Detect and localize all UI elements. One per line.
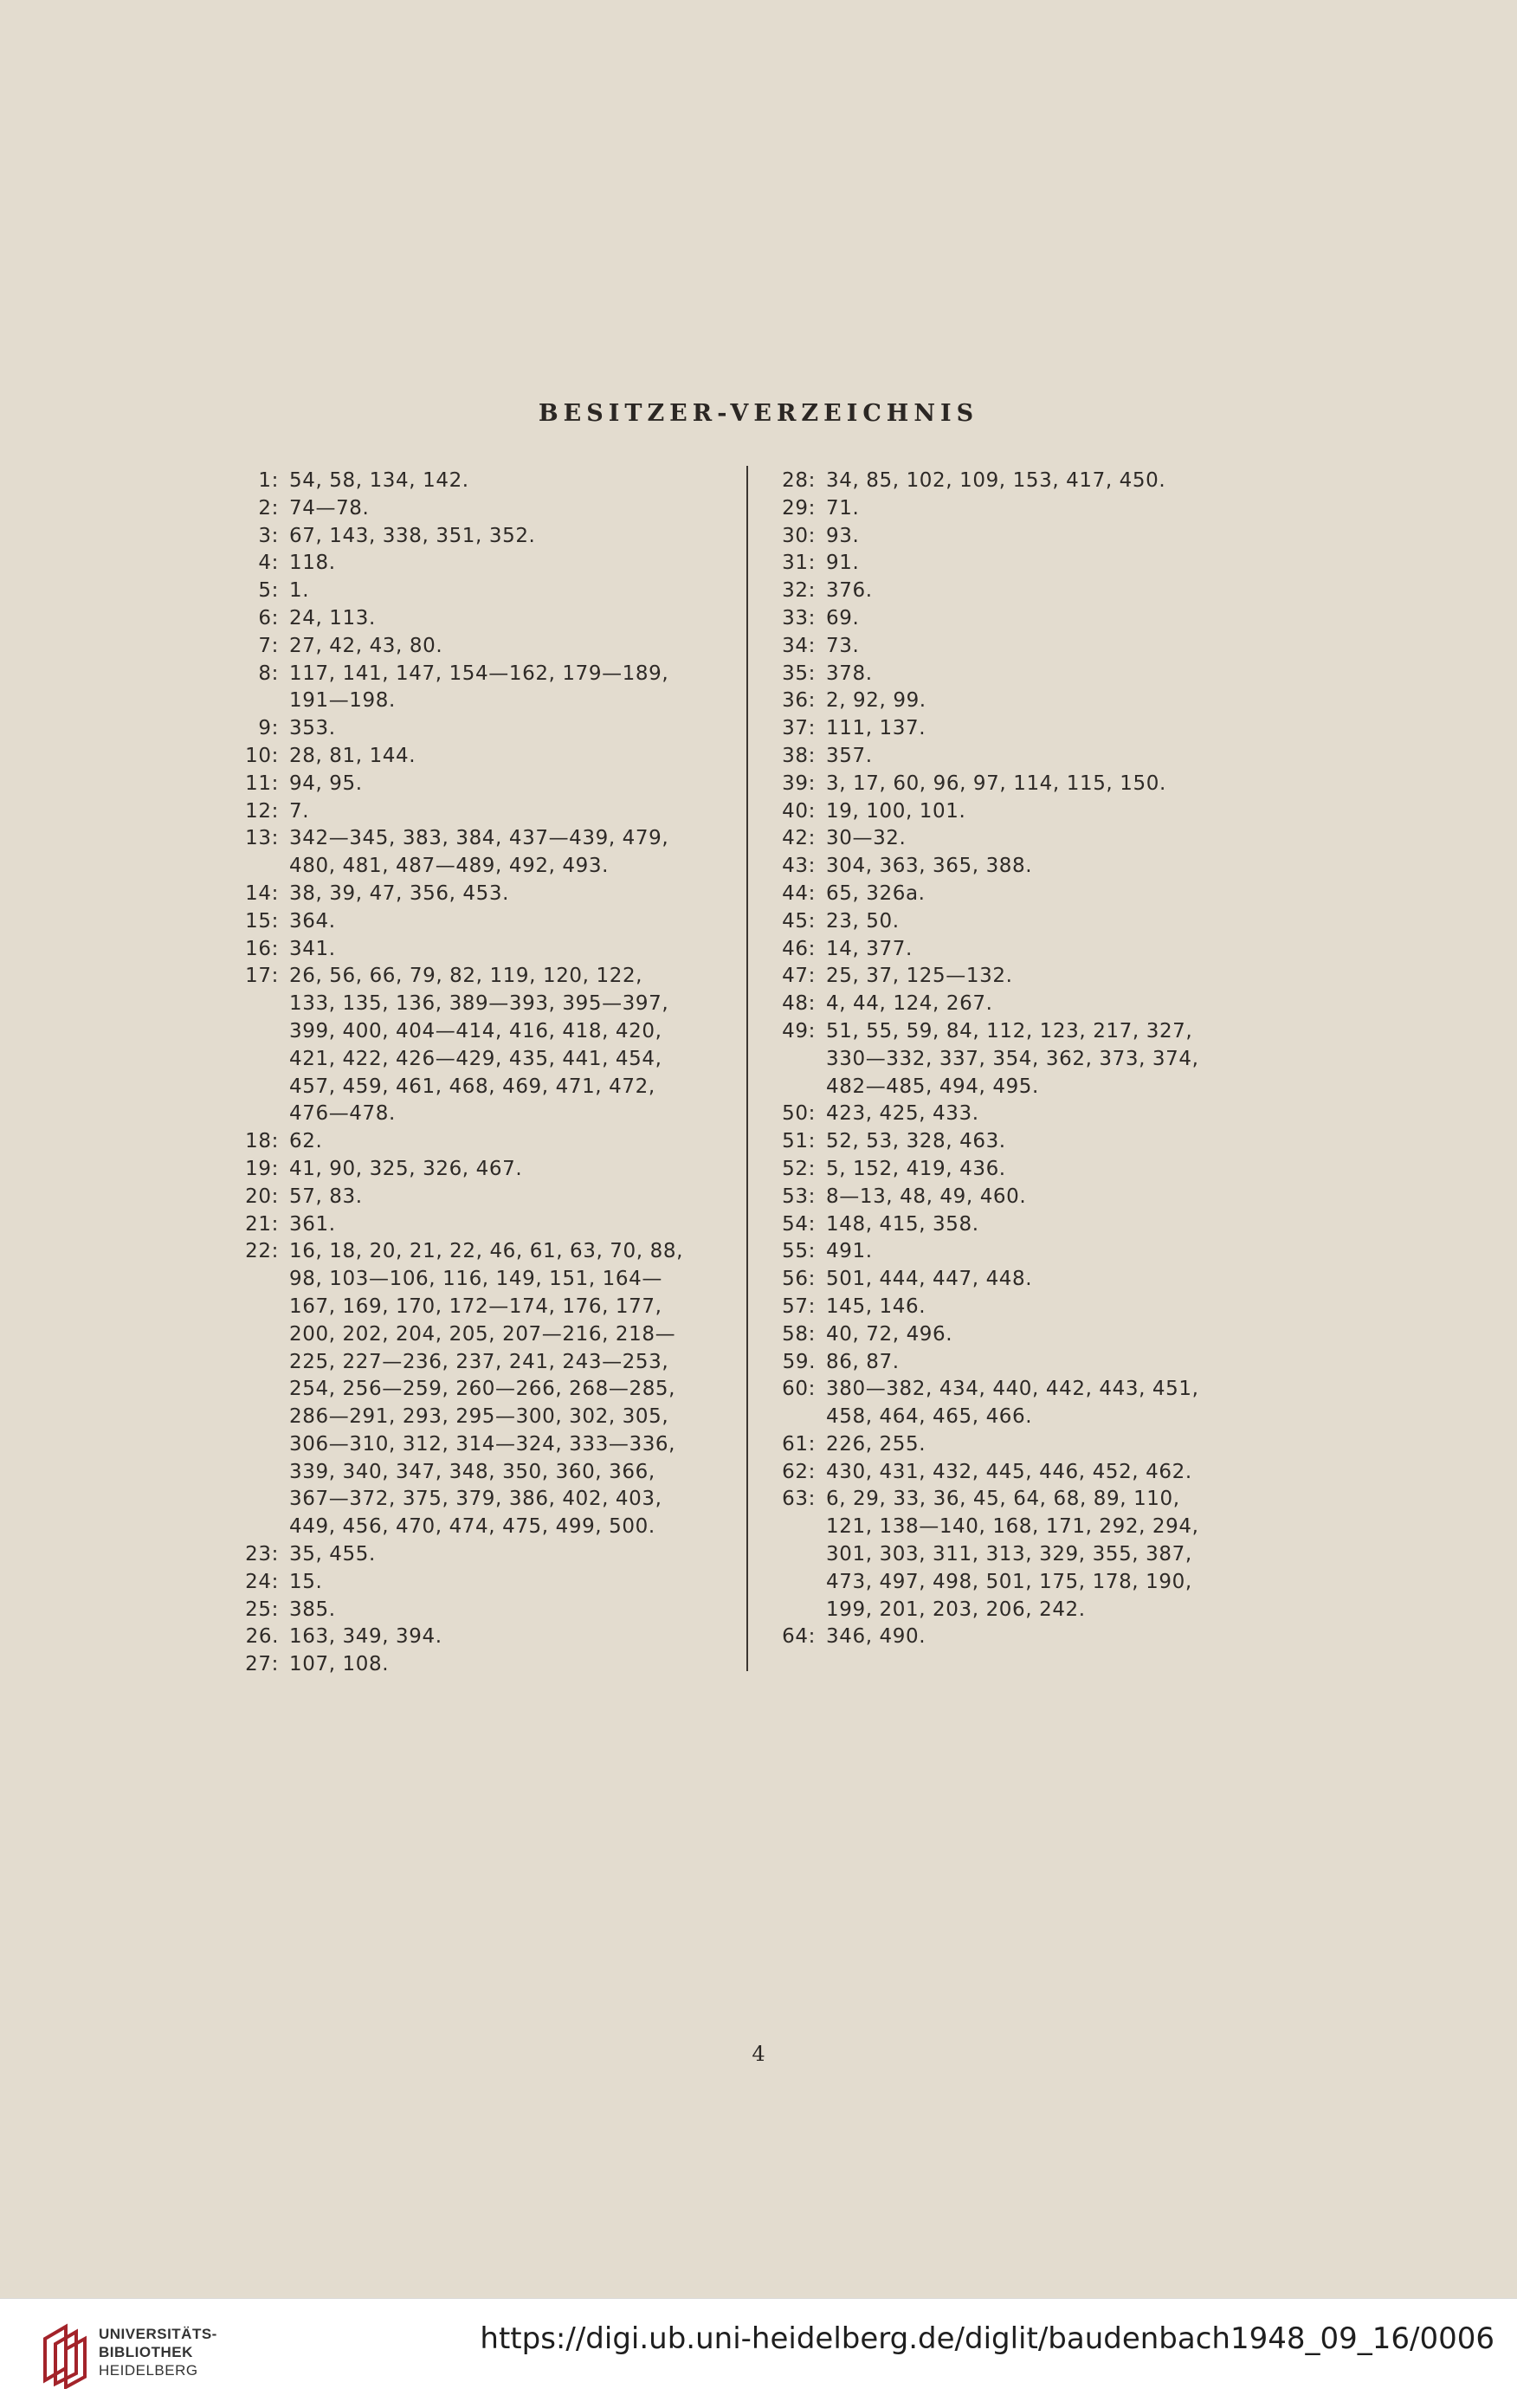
item-numbers-line: 353. bbox=[289, 717, 336, 740]
item-numbers bbox=[826, 633, 1290, 661]
item-numbers-line: 19, 100, 101. bbox=[826, 799, 966, 823]
item-numbers-line: 458, 464, 465, 466. bbox=[826, 1405, 1033, 1429]
owner-number: 31: bbox=[782, 552, 816, 575]
item-numbers bbox=[826, 688, 1290, 715]
index-entry bbox=[771, 661, 1290, 688]
item-numbers-line: 7. bbox=[289, 799, 310, 823]
item-numbers-line: 380—382, 434, 440, 442, 443, 451, bbox=[826, 1378, 1199, 1401]
owner-number: 54: bbox=[782, 1212, 816, 1236]
owner-number: 11: bbox=[245, 771, 279, 795]
item-numbers-line: 225, 227—236, 237, 241, 243—253, bbox=[289, 1350, 669, 1373]
index-entry bbox=[771, 881, 1290, 908]
owner-number: 52: bbox=[782, 1157, 816, 1180]
owner-number: 61: bbox=[782, 1432, 816, 1456]
owner-number: 16: bbox=[245, 937, 279, 960]
index-entry bbox=[234, 1238, 753, 1541]
item-numbers bbox=[826, 991, 1290, 1018]
library-logo-icon bbox=[36, 2320, 90, 2389]
item-numbers-line: 8—13, 48, 49, 460. bbox=[826, 1185, 1027, 1208]
library-name-line-3: HEIDELBERG bbox=[99, 2362, 198, 2379]
index-entry bbox=[234, 1156, 753, 1184]
item-numbers-line: 41, 90, 325, 326, 467. bbox=[289, 1157, 523, 1180]
owner-number: 21: bbox=[245, 1212, 279, 1236]
owner-number: 37: bbox=[782, 717, 816, 740]
item-numbers-line: 200, 202, 204, 205, 207—216, 218— bbox=[289, 1322, 676, 1346]
item-numbers-line: 286—291, 293, 295—300, 302, 305, bbox=[289, 1405, 669, 1429]
index-entry bbox=[771, 1266, 1290, 1294]
item-numbers bbox=[289, 881, 753, 908]
item-numbers-line: 73. bbox=[826, 634, 860, 657]
item-numbers-line: 306—310, 312, 314—324, 333—336, bbox=[289, 1432, 676, 1456]
item-numbers-line: 342—345, 383, 384, 437—439, 479, bbox=[289, 827, 669, 850]
library-name bbox=[99, 2325, 217, 2379]
owner-number: 14: bbox=[245, 881, 279, 905]
item-numbers-line: 24, 113. bbox=[289, 606, 376, 629]
owner-number: 24: bbox=[245, 1570, 279, 1593]
owner-number: 55: bbox=[782, 1240, 816, 1263]
item-numbers bbox=[826, 495, 1290, 523]
item-numbers bbox=[289, 605, 753, 633]
item-numbers-line: 6, 29, 33, 36, 45, 64, 68, 89, 110, bbox=[826, 1488, 1180, 1511]
item-numbers bbox=[826, 908, 1290, 936]
item-numbers-line: 473, 497, 498, 501, 175, 178, 190, bbox=[826, 1570, 1192, 1593]
owner-number: 39: bbox=[782, 771, 816, 795]
item-numbers-line: 74—78. bbox=[289, 496, 370, 520]
viewer-footer bbox=[0, 2298, 1517, 2408]
page-title: BESITZER-VERZEICHNIS bbox=[538, 400, 979, 427]
index-entry bbox=[234, 495, 753, 523]
index-entry bbox=[771, 771, 1290, 798]
item-numbers-line: 14, 377. bbox=[826, 937, 913, 960]
item-numbers-line: 199, 201, 203, 206, 242. bbox=[826, 1598, 1086, 1621]
owner-number: 17: bbox=[245, 965, 279, 988]
index-right-column bbox=[771, 468, 1290, 1651]
owner-number: 36: bbox=[782, 689, 816, 713]
item-numbers bbox=[826, 550, 1290, 578]
item-numbers-line: 51, 55, 59, 84, 112, 123, 217, 327, bbox=[826, 1019, 1193, 1043]
owner-number: 29: bbox=[782, 496, 816, 520]
index-entry bbox=[771, 468, 1290, 495]
item-numbers bbox=[826, 963, 1290, 991]
item-numbers bbox=[826, 661, 1290, 688]
owner-number: 32: bbox=[782, 579, 816, 603]
owner-number: 48: bbox=[782, 992, 816, 1016]
item-numbers bbox=[289, 468, 753, 495]
item-numbers bbox=[826, 743, 1290, 771]
item-numbers-line: 430, 431, 432, 445, 446, 452, 462. bbox=[826, 1460, 1192, 1483]
item-numbers-line: 54, 58, 134, 142. bbox=[289, 469, 469, 492]
item-numbers bbox=[289, 743, 753, 771]
index-entry bbox=[234, 550, 753, 578]
owner-number: 62: bbox=[782, 1460, 816, 1483]
library-name-line-2: BIBLIOTHEK bbox=[99, 2344, 193, 2360]
item-numbers-line: 26, 56, 66, 79, 82, 119, 120, 122, bbox=[289, 965, 643, 988]
item-numbers-line: 65, 326a. bbox=[826, 881, 926, 905]
item-numbers-line: 4, 44, 124, 267. bbox=[826, 992, 993, 1016]
owner-number: 1: bbox=[258, 469, 279, 492]
item-numbers-line: 163, 349, 394. bbox=[289, 1625, 442, 1649]
item-numbers bbox=[826, 1294, 1290, 1321]
item-numbers-line: 361. bbox=[289, 1212, 336, 1236]
index-entry bbox=[771, 605, 1290, 633]
index-entry bbox=[771, 1349, 1290, 1377]
item-numbers bbox=[289, 633, 753, 661]
owner-number: 26. bbox=[245, 1625, 279, 1649]
index-entry bbox=[771, 1624, 1290, 1651]
item-numbers-line: 301, 303, 311, 313, 329, 355, 387, bbox=[826, 1543, 1192, 1566]
index-entry bbox=[234, 743, 753, 771]
item-numbers-line: 67, 143, 338, 351, 352. bbox=[289, 524, 536, 547]
item-numbers-line: 491. bbox=[826, 1240, 873, 1263]
item-numbers-line: 3, 17, 60, 96, 97, 114, 115, 150. bbox=[826, 771, 1166, 795]
item-numbers-line: 38, 39, 47, 356, 453. bbox=[289, 881, 509, 905]
item-numbers bbox=[289, 908, 753, 936]
owner-number: 38: bbox=[782, 744, 816, 767]
item-numbers-line: 117, 141, 147, 154—162, 179—189, bbox=[289, 662, 669, 685]
index-entry bbox=[234, 1651, 753, 1679]
item-numbers bbox=[826, 1266, 1290, 1294]
item-numbers-line: 69. bbox=[826, 606, 860, 629]
owner-number: 43: bbox=[782, 855, 816, 878]
owner-number: 3: bbox=[258, 524, 279, 547]
index-entry bbox=[771, 1321, 1290, 1349]
item-numbers-line: 62. bbox=[289, 1130, 323, 1153]
item-numbers-line: 480, 481, 487—489, 492, 493. bbox=[289, 855, 609, 878]
owner-number: 20: bbox=[245, 1185, 279, 1208]
item-numbers-line: 2, 92, 99. bbox=[826, 689, 926, 713]
owner-number: 23: bbox=[245, 1543, 279, 1566]
item-numbers-line: 378. bbox=[826, 662, 873, 685]
item-numbers-line: 399, 400, 404—414, 416, 418, 420, bbox=[289, 1019, 662, 1043]
owner-number: 6: bbox=[258, 606, 279, 629]
owner-number: 47: bbox=[782, 965, 816, 988]
item-numbers bbox=[289, 523, 753, 551]
item-numbers-line: 15. bbox=[289, 1570, 323, 1593]
item-numbers-line: 1. bbox=[289, 579, 310, 603]
item-numbers-line: 71. bbox=[826, 496, 860, 520]
item-numbers-line: 91. bbox=[826, 552, 860, 575]
item-numbers bbox=[826, 771, 1290, 798]
item-numbers-line: 339, 340, 347, 348, 350, 360, 366, bbox=[289, 1460, 655, 1483]
owner-number: 35: bbox=[782, 662, 816, 685]
item-numbers bbox=[289, 1184, 753, 1211]
item-numbers bbox=[289, 1597, 753, 1624]
item-numbers bbox=[289, 963, 753, 1128]
owner-number: 58: bbox=[782, 1322, 816, 1346]
index-entry bbox=[234, 661, 753, 716]
index-left-column bbox=[234, 468, 753, 1679]
index-entry bbox=[234, 936, 753, 964]
item-numbers-line: 23, 50. bbox=[826, 909, 900, 933]
index-entry bbox=[771, 1156, 1290, 1184]
item-numbers-line: 52, 53, 328, 463. bbox=[826, 1130, 1006, 1153]
item-numbers-line: 34, 85, 102, 109, 153, 417, 450. bbox=[826, 469, 1166, 492]
item-numbers-line: 421, 422, 426—429, 435, 441, 454, bbox=[289, 1047, 662, 1070]
item-numbers bbox=[289, 1541, 753, 1569]
item-numbers bbox=[289, 1211, 753, 1239]
owner-number: 34: bbox=[782, 634, 816, 657]
item-numbers-line: 367—372, 375, 379, 386, 402, 403, bbox=[289, 1488, 662, 1511]
permalink-url[interactable]: https://digi.ub.uni-heidelberg.de/diglit/baudenbach1948_09_16/0006 bbox=[480, 2321, 1494, 2356]
item-numbers-line: 28, 81, 144. bbox=[289, 744, 416, 767]
item-numbers-line: 98, 103—106, 116, 149, 151, 164— bbox=[289, 1268, 662, 1291]
index-entry bbox=[234, 1624, 753, 1651]
item-numbers bbox=[289, 825, 753, 881]
owner-number: 49: bbox=[782, 1019, 816, 1043]
item-numbers-line: 226, 255. bbox=[826, 1432, 926, 1456]
index-entry bbox=[234, 1597, 753, 1624]
item-numbers bbox=[289, 1569, 753, 1597]
item-numbers bbox=[826, 881, 1290, 908]
item-numbers bbox=[826, 1211, 1290, 1239]
index-entry bbox=[234, 1569, 753, 1597]
index-entry bbox=[234, 1541, 753, 1569]
item-numbers bbox=[289, 1156, 753, 1184]
index-entry bbox=[771, 1101, 1290, 1128]
library-name-line-1: UNIVERSITÄTS- bbox=[99, 2326, 217, 2342]
owner-number: 13: bbox=[245, 827, 279, 850]
index-entry bbox=[771, 1459, 1290, 1487]
index-entry bbox=[771, 578, 1290, 605]
owner-number: 40: bbox=[782, 799, 816, 823]
item-numbers-line: 330—332, 337, 354, 362, 373, 374, bbox=[826, 1047, 1199, 1070]
item-numbers bbox=[826, 578, 1290, 605]
owner-number: 10: bbox=[245, 744, 279, 767]
owner-number: 28: bbox=[782, 469, 816, 492]
item-numbers-line: 86, 87. bbox=[826, 1350, 900, 1373]
index-entry bbox=[234, 771, 753, 798]
owner-number: 51: bbox=[782, 1130, 816, 1153]
item-numbers-line: 346, 490. bbox=[826, 1625, 926, 1649]
item-numbers bbox=[826, 1184, 1290, 1211]
index-entry bbox=[771, 550, 1290, 578]
index-entry bbox=[234, 468, 753, 495]
item-numbers bbox=[826, 1321, 1290, 1349]
owner-number: 60: bbox=[782, 1378, 816, 1401]
item-numbers-line: 30—32. bbox=[826, 827, 907, 850]
item-numbers bbox=[289, 578, 753, 605]
owner-number: 64: bbox=[782, 1625, 816, 1649]
index-entry bbox=[771, 715, 1290, 743]
item-numbers bbox=[826, 1128, 1290, 1156]
item-numbers bbox=[289, 1624, 753, 1651]
owner-number: 22: bbox=[245, 1240, 279, 1263]
index-entry bbox=[234, 881, 753, 908]
index-entry bbox=[234, 578, 753, 605]
item-numbers bbox=[289, 1238, 753, 1541]
item-numbers bbox=[826, 1349, 1290, 1377]
item-numbers-line: 27, 42, 43, 80. bbox=[289, 634, 443, 657]
item-numbers-line: 304, 363, 365, 388. bbox=[826, 855, 1033, 878]
item-numbers-line: 57, 83. bbox=[289, 1185, 363, 1208]
index-entry bbox=[771, 743, 1290, 771]
item-numbers-line: 423, 425, 433. bbox=[826, 1102, 979, 1126]
item-numbers bbox=[826, 1156, 1290, 1184]
item-numbers-line: 133, 135, 136, 389—393, 395—397, bbox=[289, 992, 669, 1016]
owner-number: 9: bbox=[258, 717, 279, 740]
item-numbers bbox=[289, 1128, 753, 1156]
owner-number: 45: bbox=[782, 909, 816, 933]
index-entry bbox=[771, 825, 1290, 853]
item-numbers-line: 341. bbox=[289, 937, 336, 960]
item-numbers bbox=[826, 1624, 1290, 1651]
owner-number: 53: bbox=[782, 1185, 816, 1208]
item-numbers bbox=[826, 936, 1290, 964]
item-numbers-line: 148, 415, 358. bbox=[826, 1212, 979, 1236]
item-numbers-line: 385. bbox=[289, 1598, 336, 1621]
item-numbers-line: 167, 169, 170, 172—174, 176, 177, bbox=[289, 1294, 662, 1318]
item-numbers bbox=[289, 495, 753, 523]
item-numbers-line: 145, 146. bbox=[826, 1294, 926, 1318]
owner-number: 15: bbox=[245, 909, 279, 933]
item-numbers-line: 94, 95. bbox=[289, 771, 363, 795]
owner-number: 30: bbox=[782, 524, 816, 547]
owner-number: 46: bbox=[782, 937, 816, 960]
index-entry bbox=[234, 605, 753, 633]
item-numbers-line: 191—198. bbox=[289, 689, 396, 713]
item-numbers-line: 121, 138—140, 168, 171, 292, 294, bbox=[826, 1515, 1199, 1539]
index-entry bbox=[771, 1184, 1290, 1211]
item-numbers bbox=[826, 1459, 1290, 1487]
item-numbers bbox=[826, 1101, 1290, 1128]
index-entry bbox=[234, 1211, 753, 1239]
item-numbers bbox=[826, 1018, 1290, 1101]
column-divider bbox=[746, 466, 748, 1671]
index-entry bbox=[771, 1486, 1290, 1624]
item-numbers-line: 40, 72, 496. bbox=[826, 1322, 953, 1346]
item-numbers-line: 16, 18, 20, 21, 22, 46, 61, 63, 70, 88, bbox=[289, 1240, 683, 1263]
index-entry bbox=[771, 798, 1290, 826]
item-numbers bbox=[826, 523, 1290, 551]
index-entry bbox=[771, 963, 1290, 991]
item-numbers-line: 501, 444, 447, 448. bbox=[826, 1268, 1033, 1291]
item-numbers bbox=[289, 771, 753, 798]
item-numbers bbox=[826, 798, 1290, 826]
item-numbers bbox=[826, 825, 1290, 853]
index-entry bbox=[771, 1431, 1290, 1459]
item-numbers bbox=[826, 1486, 1290, 1624]
index-entry bbox=[771, 495, 1290, 523]
index-entry bbox=[234, 715, 753, 743]
item-numbers-line: 476—478. bbox=[289, 1102, 396, 1126]
item-numbers-line: 25, 37, 125—132. bbox=[826, 965, 1013, 988]
index-entry bbox=[771, 1238, 1290, 1266]
item-numbers-line: 5, 152, 419, 436. bbox=[826, 1157, 1006, 1180]
index-entry bbox=[234, 1184, 753, 1211]
index-entry bbox=[771, 633, 1290, 661]
index-entry bbox=[771, 523, 1290, 551]
index-entry bbox=[234, 963, 753, 1128]
index-entry bbox=[234, 523, 753, 551]
owner-number: 50: bbox=[782, 1102, 816, 1126]
item-numbers bbox=[826, 605, 1290, 633]
index-entry bbox=[234, 1128, 753, 1156]
item-numbers bbox=[289, 936, 753, 964]
owner-number: 63: bbox=[782, 1488, 816, 1511]
item-numbers-line: 118. bbox=[289, 552, 336, 575]
item-numbers bbox=[826, 1376, 1290, 1431]
index-entry bbox=[771, 908, 1290, 936]
index-entry bbox=[771, 1211, 1290, 1239]
item-numbers-line: 254, 256—259, 260—266, 268—285, bbox=[289, 1378, 676, 1401]
item-numbers bbox=[289, 1651, 753, 1679]
owner-number: 7: bbox=[258, 634, 279, 657]
item-numbers bbox=[826, 1238, 1290, 1266]
page-number: 4 bbox=[752, 2042, 765, 2066]
index-entry bbox=[234, 798, 753, 826]
owner-number: 33: bbox=[782, 606, 816, 629]
owner-number: 2: bbox=[258, 496, 279, 520]
item-numbers bbox=[826, 853, 1290, 881]
index-entry bbox=[771, 688, 1290, 715]
item-numbers bbox=[826, 1431, 1290, 1459]
owner-number: 12: bbox=[245, 799, 279, 823]
item-numbers bbox=[826, 468, 1290, 495]
item-numbers-line: 357. bbox=[826, 744, 873, 767]
index-entry bbox=[234, 633, 753, 661]
owner-number: 8: bbox=[258, 662, 279, 685]
index-entry bbox=[771, 1294, 1290, 1321]
owner-number: 27: bbox=[245, 1653, 279, 1676]
item-numbers-line: 35, 455. bbox=[289, 1543, 376, 1566]
item-numbers bbox=[289, 715, 753, 743]
item-numbers-line: 93. bbox=[826, 524, 860, 547]
owner-number: 57: bbox=[782, 1294, 816, 1318]
item-numbers-line: 449, 456, 470, 474, 475, 499, 500. bbox=[289, 1515, 655, 1539]
item-numbers-line: 111, 137. bbox=[826, 717, 926, 740]
item-numbers-line: 107, 108. bbox=[289, 1653, 390, 1676]
owner-number: 56: bbox=[782, 1268, 816, 1291]
index-entry bbox=[771, 936, 1290, 964]
owner-number: 59. bbox=[782, 1350, 816, 1373]
item-numbers-line: 457, 459, 461, 468, 469, 471, 472, bbox=[289, 1075, 655, 1098]
owner-number: 25: bbox=[245, 1598, 279, 1621]
item-numbers bbox=[289, 550, 753, 578]
item-numbers-line: 482—485, 494, 495. bbox=[826, 1075, 1039, 1098]
owner-number: 5: bbox=[258, 579, 279, 603]
item-numbers bbox=[289, 661, 753, 716]
owner-number: 4: bbox=[258, 552, 279, 575]
index-entry bbox=[771, 991, 1290, 1018]
owner-number: 18: bbox=[245, 1130, 279, 1153]
index-entry bbox=[234, 825, 753, 881]
owner-number: 44: bbox=[782, 881, 816, 905]
item-numbers-line: 364. bbox=[289, 909, 336, 933]
index-entry bbox=[771, 853, 1290, 881]
item-numbers bbox=[289, 798, 753, 826]
index-entry bbox=[771, 1376, 1290, 1431]
item-numbers bbox=[826, 715, 1290, 743]
owner-number: 19: bbox=[245, 1157, 279, 1180]
item-numbers-line: 376. bbox=[826, 579, 873, 603]
owner-number: 42: bbox=[782, 827, 816, 850]
index-entry bbox=[771, 1018, 1290, 1101]
index-entry bbox=[771, 1128, 1290, 1156]
index-entry bbox=[234, 908, 753, 936]
